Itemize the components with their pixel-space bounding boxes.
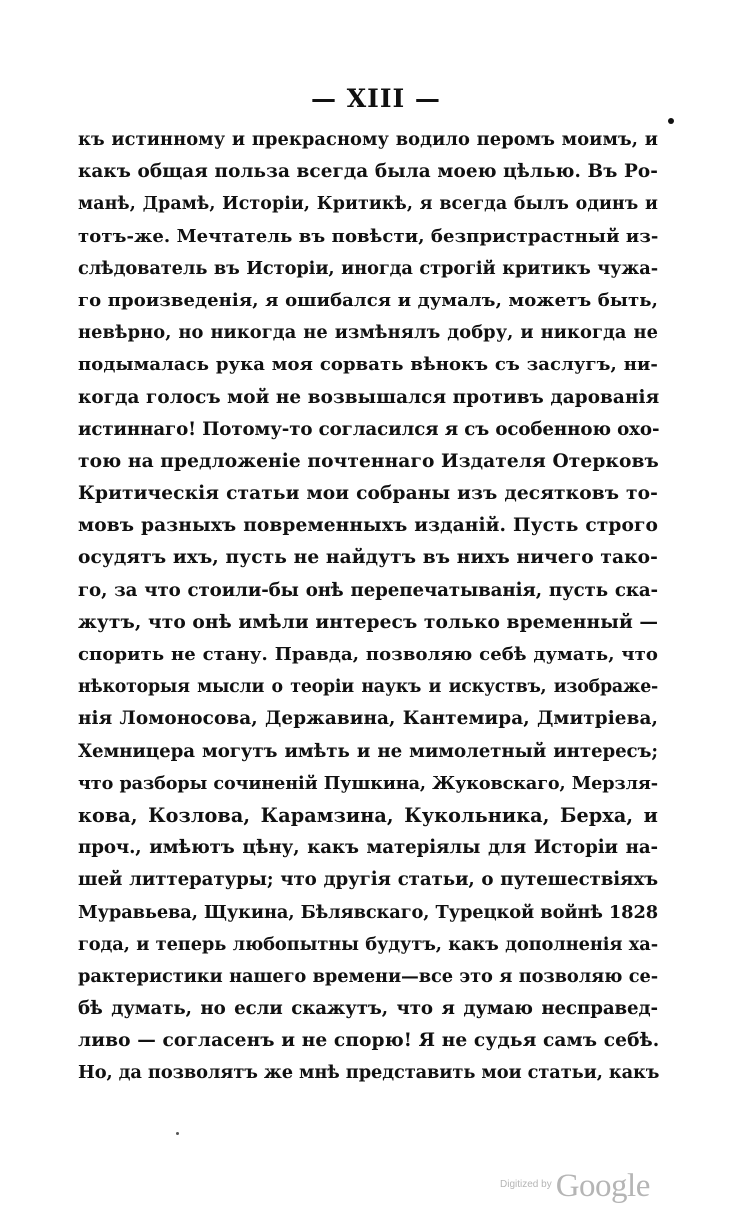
text-line: проч., имѣютъ цѣну, какъ матеріялы для Исторіи на- <box>78 837 658 859</box>
text-line: шей литтературы; что другія статьи, о путешествіяхъ <box>78 869 658 891</box>
digitized-by-google-watermark <box>500 1168 650 1208</box>
text-line: Критическія статьи мои собраны изъ десятковъ то- <box>78 483 658 505</box>
text-line: слѣдователь въ Исторіи, иногда строгій критикъ чужа- <box>78 257 658 279</box>
text-line: когда голосъ мой не возвышался противъ дарованія <box>78 386 660 408</box>
text-line: бѣ думать, но если скажутъ, что я думаю несправед- <box>78 998 658 1020</box>
text-line: Но, да позволятъ же мнѣ представить мои статьи, какъ <box>78 1062 660 1084</box>
text-line: нѣкоторыя мысли о теоріи наукъ и искуствъ, изображе- <box>78 677 658 698</box>
text-line: осудятъ ихъ, пусть не найдутъ въ нихъ ничего тако- <box>78 547 658 569</box>
text-line: го, за что стоили-бы онѣ перепечатыванія, пусть ска- <box>78 579 658 601</box>
text-line: манѣ, Драмѣ, Исторіи, Критикѣ, я всегда былъ одинъ и <box>78 194 658 215</box>
text-line: жутъ, что онѣ имѣли интересъ только временный — <box>78 611 659 633</box>
text-line: Хемницера могутъ имѣть и не мимолетный интересъ; <box>78 740 658 762</box>
google-logo: Google <box>555 1168 650 1204</box>
text-line: какъ общая польза всегда была моею цѣлью. Въ Ро- <box>78 161 658 183</box>
text-line: къ истинному и прекрасному водило перомъ моимъ, и <box>78 129 658 150</box>
text-line: Муравьева, Щукина, Бѣлявскаго, Турецкой войнѣ 1828 <box>78 901 658 923</box>
text-line: мовъ разныхъ повременныхъ изданій. Пусть строго <box>78 515 658 537</box>
text-line: го произведенія, я ошибался и думалъ, можетъ быть, <box>78 289 658 311</box>
text-line: тотъ-же. Мечтатель въ повѣсти, безпристрастный из- <box>78 225 659 247</box>
watermark-prefix: Digitized by <box>500 1179 552 1190</box>
ink-speck <box>176 1132 179 1135</box>
page-number: — XIII — <box>311 84 441 113</box>
text-line: года, и теперь любопытны будутъ, какъ дополненія ха- <box>78 933 658 955</box>
text-line: подымалась рука моя сорвать вѣнокъ съ заслугъ, ни- <box>78 354 658 376</box>
ink-dot <box>668 118 674 124</box>
text-line: кова, Козлова, Карамзина, Кукольника, Берха, и <box>78 803 658 827</box>
text-line: невѣрно, но никогда не измѣнялъ добру, и никогда не <box>78 322 658 344</box>
text-line: что разборы сочиненій Пушкина, Жуковскаго, Мерзля- <box>78 772 658 794</box>
text-line: ливо — согласенъ и не спорю! Я не судья самъ себѣ. <box>78 1030 660 1052</box>
text-line: рактеристики нашего времени—все это я позволяю се- <box>78 965 658 987</box>
text-line: тою на предложеніе почтеннаго Издателя Отерковъ <box>78 450 659 472</box>
body-text <box>78 124 658 1090</box>
text-line: истиннаго! Потому-то согласился я съ особенною охо- <box>78 418 660 440</box>
text-line: спорить не стану. Правда, позволяю себѣ думать, что <box>78 644 658 665</box>
text-line: нія Ломоносова, Державина, Кантемира, Дмитріева, <box>78 708 658 730</box>
